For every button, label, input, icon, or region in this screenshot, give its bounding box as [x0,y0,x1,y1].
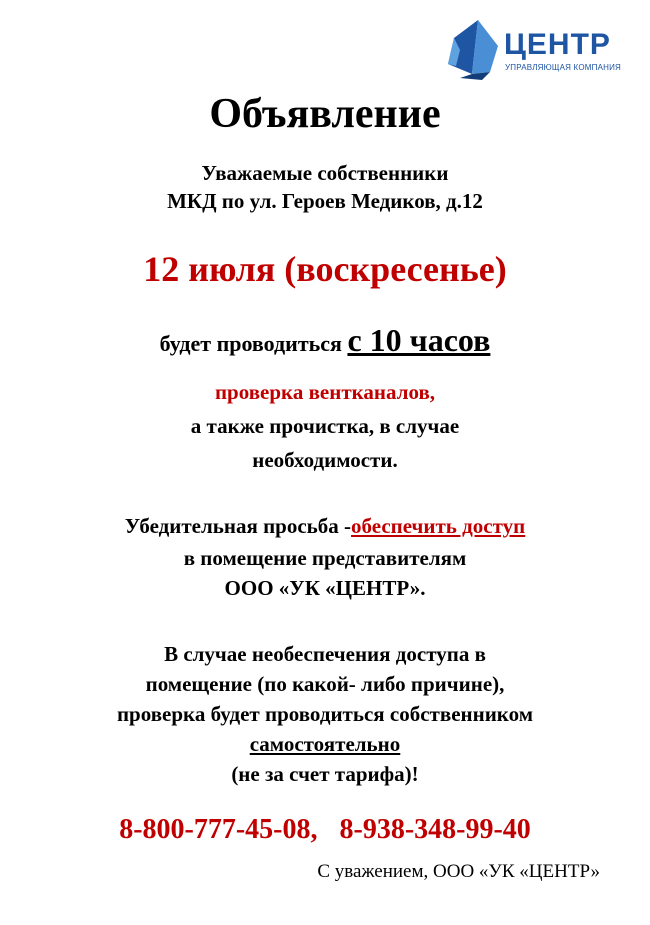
event-time-line [0,322,650,362]
work-line-1: проверка вентканалов, [214,380,436,404]
request-line-1 [0,512,650,540]
logo-subtitle: УПРАВЛЯЮЩАЯ КОМПАНИЯ [505,63,622,72]
logo-name: ЦЕНТР [504,28,611,61]
event-time-prefix: будет проводиться [159,331,348,356]
warning-line-4 [0,730,650,758]
warning-line-2: помещение (по какой- либо причине), [145,672,505,696]
greeting-line-2: МКД по ул. Героев Медиков, д.12 [167,189,483,213]
notice-title: Объявление [209,91,441,137]
request-line-2: в помещение представителям [183,546,467,570]
greeting-line-1: Уважаемые собственники [201,161,449,185]
request-prefix: Убедительная просьба - [124,514,352,538]
work-line-3: необходимости. [252,448,398,472]
event-time-value: с 10 часов [347,322,491,358]
logo-emblem-icon [446,16,504,82]
warning-line-1: В случае необеспечения доступа в [164,642,486,666]
work-line-2: а также прочистка, в случае [190,414,460,438]
warning-line-5: (не за счет тарифа)! [231,762,419,786]
request-highlight: обеспечить доступ [351,514,526,538]
warning-highlight: самостоятельно [249,732,401,756]
phone-2: 8-938-348-99-40 [339,814,531,845]
warning-line-3: проверка будет проводиться собственником [116,702,534,726]
company-logo [446,16,636,82]
signature: С уважением, ООО «УК «ЦЕНТР» [317,861,600,882]
request-line-3: ООО «УК «ЦЕНТР». [224,576,426,600]
phone-numbers [0,813,650,847]
phone-1: 8-800-777-45-08, [119,814,318,845]
event-date: 12 июля (воскресенье) [143,249,507,289]
